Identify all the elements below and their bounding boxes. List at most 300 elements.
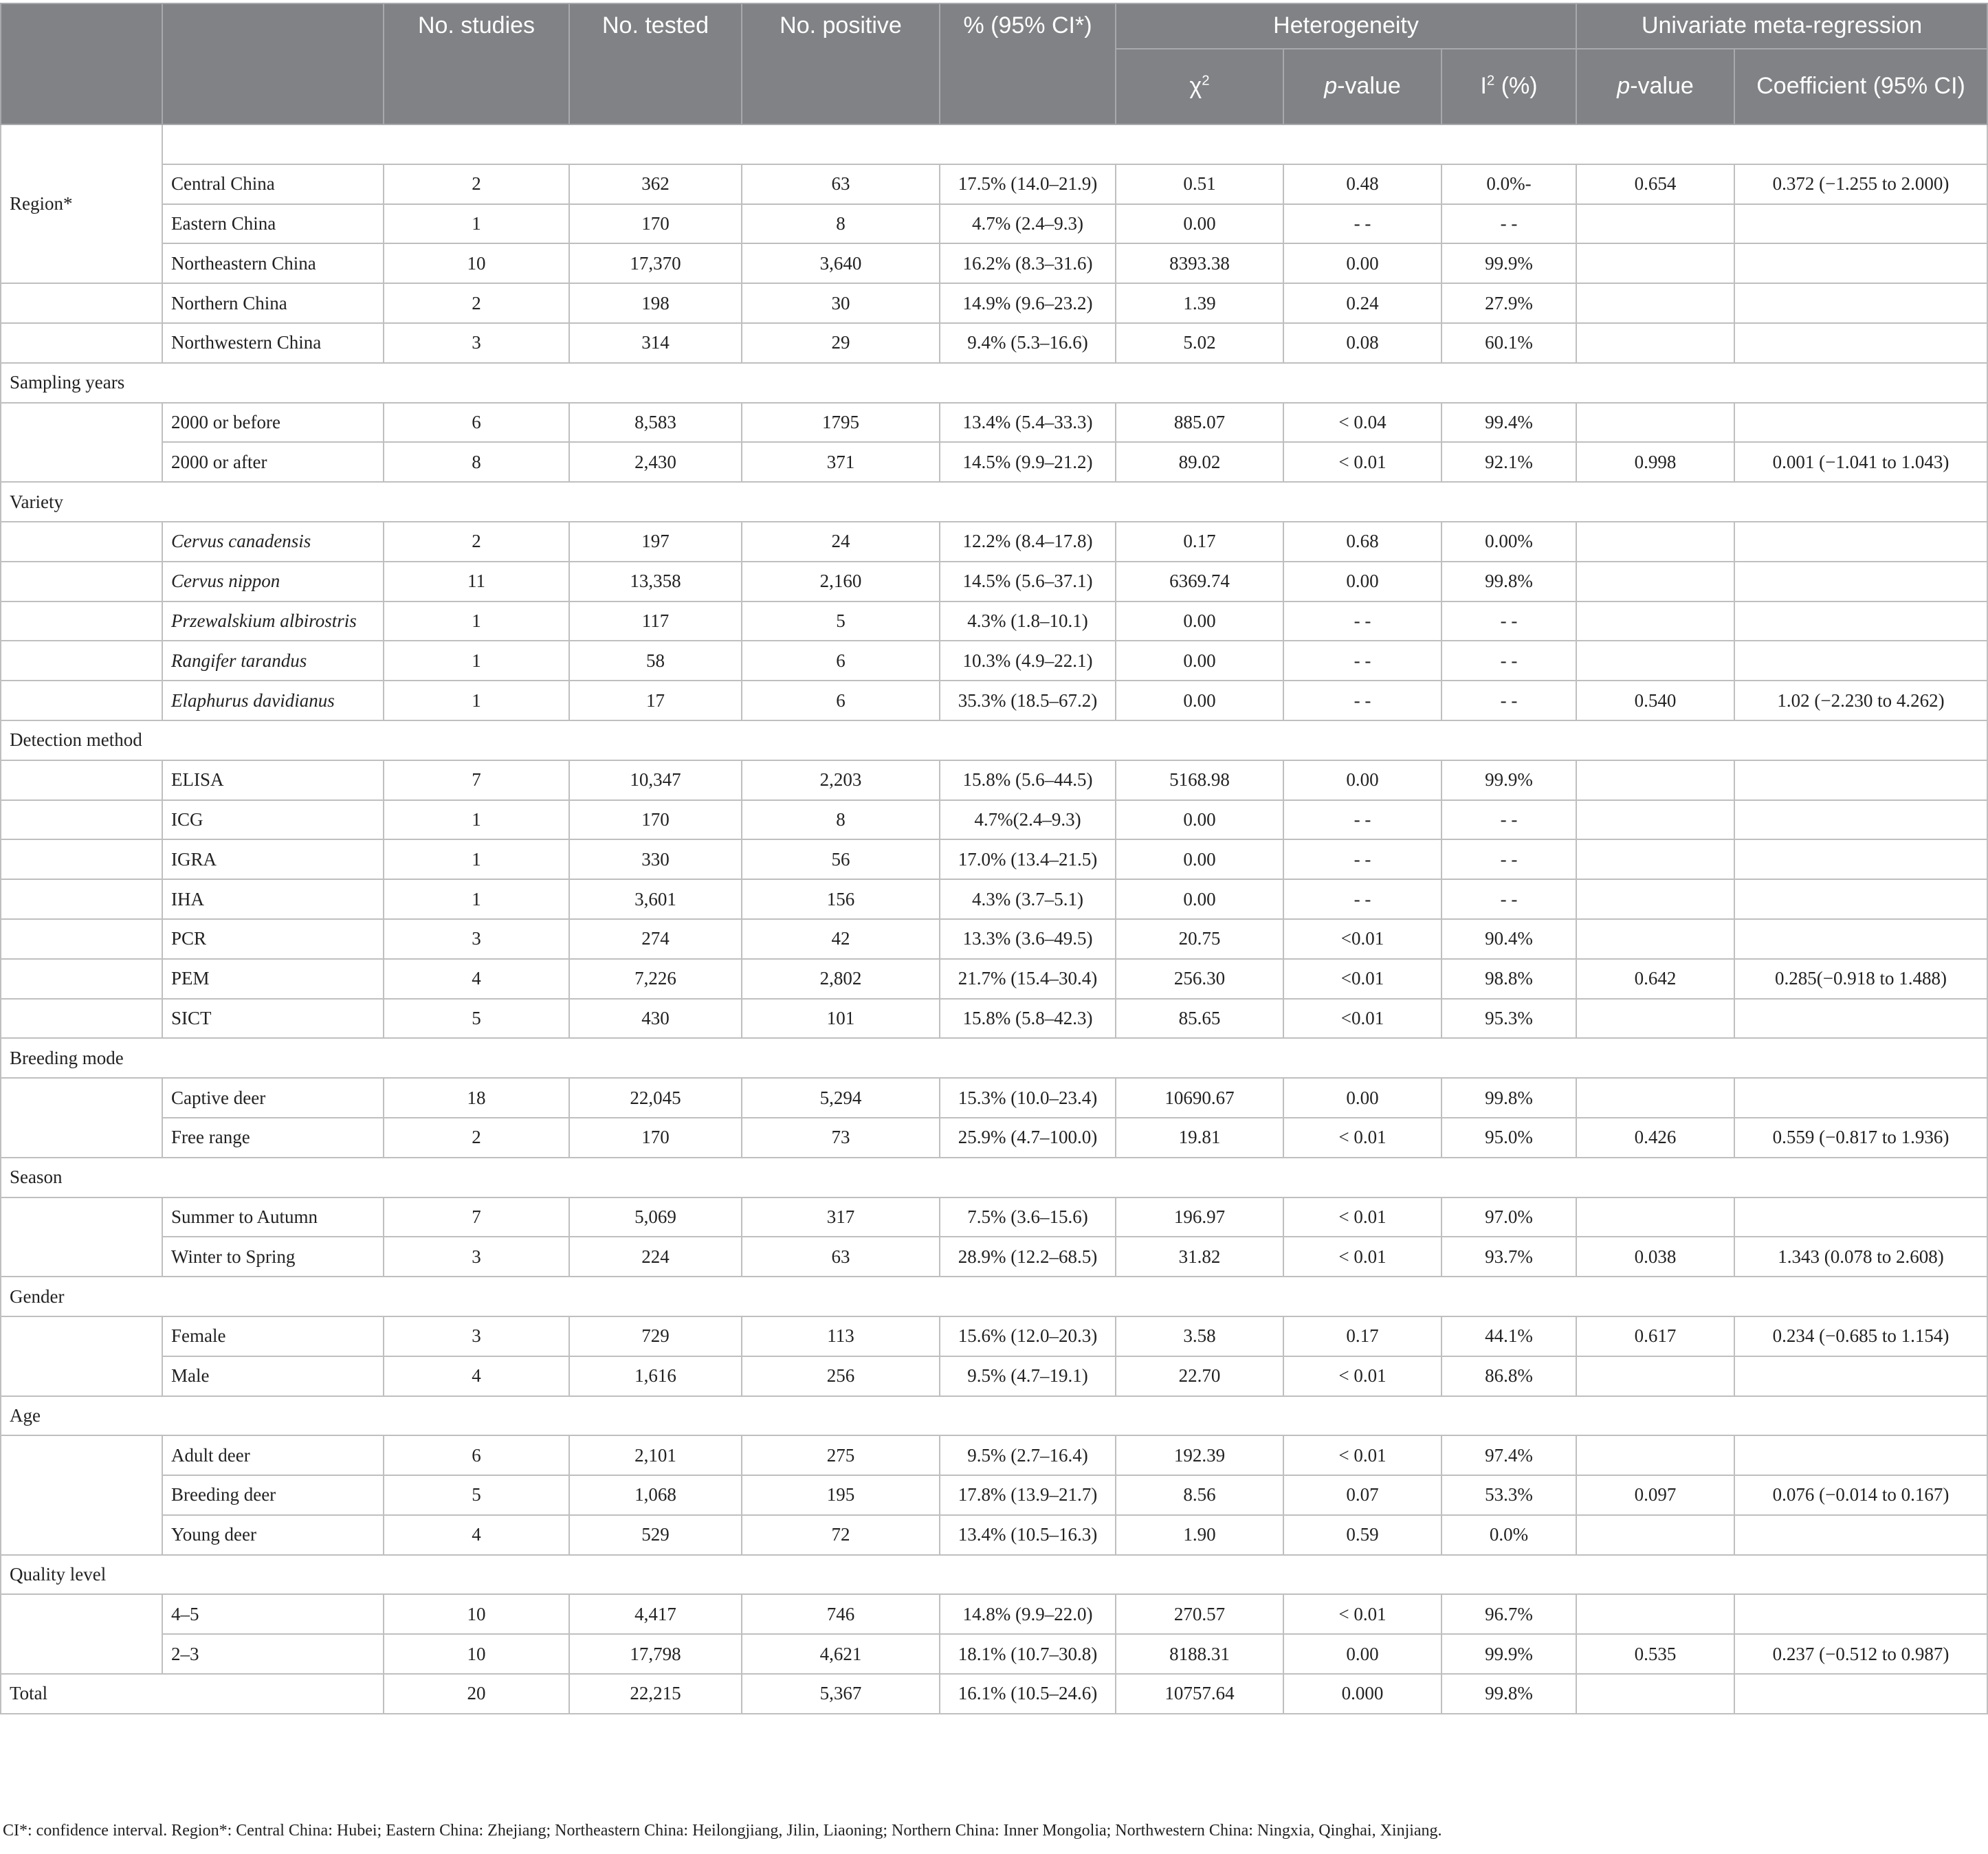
group-header-row: [1, 124, 1987, 164]
group-label: Breeding mode: [1, 1038, 1987, 1078]
coefficient-cell: 1.343 (0.078 to 2.608): [1734, 1237, 1987, 1277]
coefficient-cell: [1734, 800, 1987, 840]
group-header-row: [1, 1277, 1987, 1316]
header-blank-2: [162, 3, 384, 124]
coefficient-cell: [1734, 403, 1987, 443]
i-suffix: (%): [1494, 73, 1538, 100]
group-header-row: [1, 720, 1987, 760]
coefficient-cell: 0.285(−0.918 to 1.488): [1734, 959, 1987, 999]
coefficient-cell: [1734, 204, 1987, 244]
subgroup-name: 2000 or before: [162, 403, 384, 443]
mr-p-value-cell: [1576, 243, 1734, 283]
chi-square-cell: 0.00: [1116, 641, 1283, 681]
i-superscript: 2: [1486, 74, 1495, 89]
subgroup-name: SICT: [162, 999, 384, 1039]
mr-p-value-cell: [1576, 1594, 1734, 1634]
group-blank-cell: [1, 800, 162, 840]
coefficient-cell: [1734, 1435, 1987, 1475]
i-squared-cell: 98.8%: [1442, 959, 1576, 999]
tested-cell: 7,226: [569, 959, 742, 999]
studies-cell: 10: [384, 243, 569, 283]
subgroup-name: IGRA: [162, 839, 384, 879]
table-row: [1, 283, 1987, 323]
i-squared-cell: 96.7%: [1442, 1594, 1576, 1634]
studies-cell: 1: [384, 602, 569, 641]
positive-cell: 5: [742, 602, 940, 641]
subgroup-name: Young deer: [162, 1515, 384, 1555]
het-p-value-cell: 0.59: [1283, 1515, 1442, 1555]
studies-cell: 6: [384, 1435, 569, 1475]
subgroup-name: Eastern China: [162, 204, 384, 244]
tested-cell: 117: [569, 602, 742, 641]
group-blank-cell: [1, 959, 162, 999]
table-footnote: CI*: confidence interval. Region*: Central China: Hubei; Eastern China: Zhejiang; Northeastern China: Heilongjiang, Jilin, Liaoning; Northern China: Inner Mongolia; Northwestern China: Ningxia, Qinghai, Xinjiang.: [3, 1822, 1442, 1840]
het-p-value-cell: < 0.01: [1283, 1237, 1442, 1277]
group-label: Season: [1, 1158, 1987, 1198]
subgroup-name: Summer to Autumn: [162, 1198, 384, 1237]
positive-cell: 156: [742, 879, 940, 919]
positive-cell: 42: [742, 919, 940, 959]
prevalence-cell: 14.8% (9.9–22.0): [940, 1594, 1116, 1634]
studies-cell: 2: [384, 164, 569, 204]
positive-cell: 2,802: [742, 959, 940, 999]
chi-square-cell: 8.56: [1116, 1475, 1283, 1515]
studies-cell: 7: [384, 760, 569, 800]
coefficient-cell: 0.372 (−1.255 to 2.000): [1734, 164, 1987, 204]
group-header-row: [1, 1396, 1987, 1436]
het-p-value-cell: 0.00: [1283, 760, 1442, 800]
group-blank-cell: [1, 283, 162, 323]
tested-cell: 729: [569, 1316, 742, 1356]
p-letter: p: [1324, 73, 1338, 100]
subgroup-name: Winter to Spring: [162, 1237, 384, 1277]
positive-cell: 63: [742, 164, 940, 204]
studies-cell: 1: [384, 879, 569, 919]
studies-cell: 2: [384, 1118, 569, 1158]
studies-cell: 4: [384, 959, 569, 999]
prevalence-cell: 4.7%(2.4–9.3): [940, 800, 1116, 840]
header-coefficient: Coefficient (95% CI): [1734, 49, 1987, 124]
het-p-value-cell: 0.00: [1283, 243, 1442, 283]
prevalence-cell: 18.1% (10.7–30.8): [940, 1634, 1116, 1674]
studies-cell: 1: [384, 800, 569, 840]
table-row: [1, 919, 1987, 959]
tested-cell: 3,601: [569, 879, 742, 919]
tested-cell: 330: [569, 839, 742, 879]
studies-cell: 3: [384, 1237, 569, 1277]
group-header-row: [1, 363, 1987, 403]
positive-cell: 2,160: [742, 562, 940, 602]
chi-square-cell: 0.00: [1116, 800, 1283, 840]
positive-cell: 256: [742, 1356, 940, 1396]
table-row: [1, 204, 1987, 244]
table-row: [1, 999, 1987, 1039]
group-label: Detection method: [1, 720, 1987, 760]
i-squared-cell: 99.4%: [1442, 403, 1576, 443]
studies-cell: 18: [384, 1078, 569, 1118]
table-row: [1, 800, 1987, 840]
chi-square-cell: 0.00: [1116, 879, 1283, 919]
group-label: Age: [1, 1396, 1987, 1436]
subgroup-name: Female: [162, 1316, 384, 1356]
table-row: [1, 1594, 1987, 1634]
table-row: [1, 1515, 1987, 1555]
prevalence-cell: 9.5% (2.7–16.4): [940, 1435, 1116, 1475]
chi-square-cell: 20.75: [1116, 919, 1283, 959]
studies-cell: 2: [384, 283, 569, 323]
i-squared-cell: - -: [1442, 602, 1576, 641]
studies-cell: 3: [384, 919, 569, 959]
prevalence-cell: 9.4% (5.3–16.6): [940, 323, 1116, 363]
het-p-value-cell: <0.01: [1283, 919, 1442, 959]
studies-cell: 6: [384, 403, 569, 443]
mr-p-value-cell: [1576, 1356, 1734, 1396]
group-blank-cell: [1, 1435, 162, 1554]
subgroup-name: Adult deer: [162, 1435, 384, 1475]
coefficient-cell: [1734, 1356, 1987, 1396]
mr-p-value-cell: [1576, 760, 1734, 800]
tested-cell: 5,069: [569, 1198, 742, 1237]
mr-p-value-cell: [1576, 403, 1734, 443]
group-blank-cell: [1, 522, 162, 562]
tested-cell: 8,583: [569, 403, 742, 443]
group-label: Variety: [1, 482, 1987, 522]
chi-square-cell: 5.02: [1116, 323, 1283, 363]
mr-p-value-cell: 0.038: [1576, 1237, 1734, 1277]
header-percent-ci: % (95% CI*): [940, 3, 1116, 124]
het-p-value-cell: < 0.01: [1283, 1594, 1442, 1634]
i-squared-cell: - -: [1442, 839, 1576, 879]
het-p-value-cell: 0.48: [1283, 164, 1442, 204]
i-squared-cell: - -: [1442, 800, 1576, 840]
chi-square-cell: 270.57: [1116, 1594, 1283, 1634]
tested-cell: 170: [569, 1118, 742, 1158]
chi-square-cell: 5168.98: [1116, 760, 1283, 800]
studies-cell: 4: [384, 1515, 569, 1555]
het-p-value-cell: < 0.01: [1283, 1356, 1442, 1396]
chi-square-cell: 0.00: [1116, 602, 1283, 641]
group-blank-cell: [1, 879, 162, 919]
positive-cell: 72: [742, 1515, 940, 1555]
group-blank-cell: [1, 1316, 162, 1396]
mr-p-value-cell: [1576, 919, 1734, 959]
tested-cell: 17,370: [569, 243, 742, 283]
studies-cell: 3: [384, 323, 569, 363]
subgroup-name: Rangifer tarandus: [162, 641, 384, 681]
prevalence-cell: 17.8% (13.9–21.7): [940, 1475, 1116, 1515]
studies-cell: 10: [384, 1594, 569, 1634]
header-heterogeneity: Heterogeneity: [1116, 3, 1576, 49]
positive-cell: 63: [742, 1237, 940, 1277]
subgroup-name: 2–3: [162, 1634, 384, 1674]
i-squared-cell: 0.00%: [1442, 522, 1576, 562]
coefficient-cell: [1734, 323, 1987, 363]
table-row: [1, 164, 1987, 204]
coefficient-cell: 0.237 (−0.512 to 0.987): [1734, 1634, 1987, 1674]
table-row: [1, 1435, 1987, 1475]
het-p-value-cell: <0.01: [1283, 999, 1442, 1039]
header-i-squared: [1442, 49, 1576, 124]
prevalence-cell: 15.8% (5.6–44.5): [940, 760, 1116, 800]
chi-square-cell: 1.39: [1116, 283, 1283, 323]
positive-cell: 6: [742, 641, 940, 681]
subgroup-name: Cervus canadensis: [162, 522, 384, 562]
header-mr-p-value: [1576, 49, 1734, 124]
subgroup-name: Northeastern China: [162, 243, 384, 283]
group-blank-cell: [1, 839, 162, 879]
table-row: [1, 403, 1987, 443]
table-row: [1, 323, 1987, 363]
prevalence-cell: 4.7% (2.4–9.3): [940, 204, 1116, 244]
prevalence-cell: 7.5% (3.6–15.6): [940, 1198, 1116, 1237]
het-p-value-cell: - -: [1283, 602, 1442, 641]
studies-cell: 1: [384, 681, 569, 720]
prevalence-cell: 13.4% (10.5–16.3): [940, 1515, 1116, 1555]
header-no-tested: No. tested: [569, 3, 742, 124]
coefficient-cell: [1734, 1594, 1987, 1634]
p-suffix: -value: [1337, 73, 1401, 100]
tested-cell: 2,101: [569, 1435, 742, 1475]
tested-cell: 224: [569, 1237, 742, 1277]
subgroup-name: Przewalskium albirostris: [162, 602, 384, 641]
tested-cell: 170: [569, 800, 742, 840]
tested-cell: 58: [569, 641, 742, 681]
header-meta-regression: Univariate meta-regression: [1576, 3, 1987, 49]
chi-square-cell: 22.70: [1116, 1356, 1283, 1396]
chi-square-cell: 3.58: [1116, 1316, 1283, 1356]
mr-p-value-cell: [1576, 800, 1734, 840]
table-body: [1, 124, 1987, 1714]
mr-p-value-cell: 0.535: [1576, 1634, 1734, 1674]
subgroup-name: Northern China: [162, 283, 384, 323]
i-squared-cell: 44.1%: [1442, 1316, 1576, 1356]
group-blank-cell: [1, 323, 162, 363]
positive-cell: 746: [742, 1594, 940, 1634]
chi-square-cell: 6369.74: [1116, 562, 1283, 602]
table-row: [1, 602, 1987, 641]
subgroup-name: Male: [162, 1356, 384, 1396]
table-row: [1, 879, 1987, 919]
prevalence-cell: 15.3% (10.0–23.4): [940, 1078, 1116, 1118]
table-row: [1, 681, 1987, 720]
header-no-studies: No. studies: [384, 3, 569, 124]
group-blank-cell: [1, 1078, 162, 1158]
prevalence-cell: 15.8% (5.8–42.3): [940, 999, 1116, 1039]
positive-cell: 1795: [742, 403, 940, 443]
mr-p-value-cell: [1576, 839, 1734, 879]
mr-p-value-cell: 0.617: [1576, 1316, 1734, 1356]
positive-cell: 8: [742, 204, 940, 244]
prevalence-cell: 16.1% (10.5–24.6): [940, 1674, 1116, 1714]
het-p-value-cell: 0.00: [1283, 1634, 1442, 1674]
group-blank-cell: [1, 999, 162, 1039]
coefficient-cell: [1734, 919, 1987, 959]
chi-square-cell: 1.90: [1116, 1515, 1283, 1555]
group-label: Region*: [1, 124, 162, 283]
studies-cell: 7: [384, 1198, 569, 1237]
positive-cell: 4,621: [742, 1634, 940, 1674]
tested-cell: 1,616: [569, 1356, 742, 1396]
i-squared-cell: 86.8%: [1442, 1356, 1576, 1396]
het-p-value-cell: 0.000: [1283, 1674, 1442, 1714]
table-row: [1, 760, 1987, 800]
total-row: [1, 1674, 1987, 1714]
header-chi-square: [1116, 49, 1283, 124]
het-p-value-cell: 0.08: [1283, 323, 1442, 363]
mr-p-value-cell: [1576, 602, 1734, 641]
i-squared-cell: 93.7%: [1442, 1237, 1576, 1277]
mr-p-value-cell: [1576, 204, 1734, 244]
mr-p-value-cell: [1576, 283, 1734, 323]
positive-cell: 195: [742, 1475, 940, 1515]
subgroup-analysis-table: [0, 3, 1988, 1714]
table-row: [1, 1475, 1987, 1515]
group-header-row: [1, 1158, 1987, 1198]
i-squared-cell: 27.9%: [1442, 283, 1576, 323]
positive-cell: 73: [742, 1118, 940, 1158]
chi-square-cell: 0.00: [1116, 681, 1283, 720]
subgroup-name: IHA: [162, 879, 384, 919]
chi-square-cell: 256.30: [1116, 959, 1283, 999]
prevalence-cell: 35.3% (18.5–67.2): [940, 681, 1116, 720]
mr-p-value-cell: [1576, 522, 1734, 562]
coefficient-cell: [1734, 760, 1987, 800]
prevalence-cell: 9.5% (4.7–19.1): [940, 1356, 1116, 1396]
coefficient-cell: [1734, 1078, 1987, 1118]
prevalence-cell: 28.9% (12.2–68.5): [940, 1237, 1116, 1277]
positive-cell: 275: [742, 1435, 940, 1475]
tested-cell: 197: [569, 522, 742, 562]
group-blank-cell: [1, 681, 162, 720]
subgroup-name: ICG: [162, 800, 384, 840]
coefficient-cell: [1734, 1674, 1987, 1714]
positive-cell: 317: [742, 1198, 940, 1237]
i-squared-cell: 95.0%: [1442, 1118, 1576, 1158]
studies-cell: 8: [384, 442, 569, 482]
studies-cell: 5: [384, 1475, 569, 1515]
tested-cell: 4,417: [569, 1594, 742, 1634]
prevalence-cell: 21.7% (15.4–30.4): [940, 959, 1116, 999]
header-blank-1: [1, 3, 162, 124]
studies-cell: 4: [384, 1356, 569, 1396]
tested-cell: 430: [569, 999, 742, 1039]
positive-cell: 29: [742, 323, 940, 363]
studies-cell: 5: [384, 999, 569, 1039]
coefficient-cell: [1734, 522, 1987, 562]
subgroup-name: Breeding deer: [162, 1475, 384, 1515]
het-p-value-cell: - -: [1283, 839, 1442, 879]
het-p-value-cell: 0.17: [1283, 1316, 1442, 1356]
het-p-value-cell: 0.68: [1283, 522, 1442, 562]
tested-cell: 170: [569, 204, 742, 244]
coefficient-cell: 0.076 (−0.014 to 0.167): [1734, 1475, 1987, 1515]
prevalence-cell: 25.9% (4.7–100.0): [940, 1118, 1116, 1158]
studies-cell: 20: [384, 1674, 569, 1714]
prevalence-cell: 17.5% (14.0–21.9): [940, 164, 1116, 204]
table-row: [1, 1118, 1987, 1158]
chi-square-cell: 19.81: [1116, 1118, 1283, 1158]
i-squared-cell: 99.8%: [1442, 562, 1576, 602]
prevalence-cell: 13.3% (3.6–49.5): [940, 919, 1116, 959]
tested-cell: 22,045: [569, 1078, 742, 1118]
coefficient-cell: 0.001 (−1.041 to 1.043): [1734, 442, 1987, 482]
total-label: Total: [1, 1674, 384, 1714]
chi-square-cell: 85.65: [1116, 999, 1283, 1039]
table-row: [1, 1634, 1987, 1674]
i-squared-cell: 95.3%: [1442, 999, 1576, 1039]
coefficient-cell: [1734, 562, 1987, 602]
tested-cell: 22,215: [569, 1674, 742, 1714]
i-squared-cell: - -: [1442, 879, 1576, 919]
tested-cell: 198: [569, 283, 742, 323]
p-suffix: -value: [1630, 73, 1694, 100]
subgroup-name: Free range: [162, 1118, 384, 1158]
positive-cell: 56: [742, 839, 940, 879]
mr-p-value-cell: 0.642: [1576, 959, 1734, 999]
positive-cell: 5,294: [742, 1078, 940, 1118]
group-blank-cell: [1, 403, 162, 483]
i-squared-cell: - -: [1442, 681, 1576, 720]
het-p-value-cell: < 0.01: [1283, 442, 1442, 482]
mr-p-value-cell: [1576, 1515, 1734, 1555]
i-letter: I: [1480, 73, 1487, 100]
i-squared-cell: 97.4%: [1442, 1435, 1576, 1475]
i-squared-cell: 0.0%-: [1442, 164, 1576, 204]
chi-square-cell: 10757.64: [1116, 1674, 1283, 1714]
positive-cell: 101: [742, 999, 940, 1039]
i-squared-cell: 99.9%: [1442, 760, 1576, 800]
tested-cell: 362: [569, 164, 742, 204]
table-row: [1, 1237, 1987, 1277]
het-p-value-cell: - -: [1283, 641, 1442, 681]
coefficient-cell: 1.02 (−2.230 to 4.262): [1734, 681, 1987, 720]
group-label: Quality level: [1, 1555, 1987, 1595]
table-row: [1, 641, 1987, 681]
table-row: [1, 1316, 1987, 1356]
i-squared-cell: 0.0%: [1442, 1515, 1576, 1555]
chi-square-cell: 0.00: [1116, 204, 1283, 244]
group-blank-cell: [1, 562, 162, 602]
mr-p-value-cell: [1576, 999, 1734, 1039]
studies-cell: 2: [384, 522, 569, 562]
mr-p-value-cell: 0.097: [1576, 1475, 1734, 1515]
mr-p-value-cell: 0.654: [1576, 164, 1734, 204]
header-no-positive: No. positive: [742, 3, 940, 124]
het-p-value-cell: 0.24: [1283, 283, 1442, 323]
mr-p-value-cell: [1576, 562, 1734, 602]
coefficient-cell: [1734, 999, 1987, 1039]
prevalence-cell: 4.3% (3.7–5.1): [940, 879, 1116, 919]
prevalence-cell: 13.4% (5.4–33.3): [940, 403, 1116, 443]
i-squared-cell: 92.1%: [1442, 442, 1576, 482]
table-row: [1, 1198, 1987, 1237]
mr-p-value-cell: 0.540: [1576, 681, 1734, 720]
i-squared-cell: - -: [1442, 204, 1576, 244]
studies-cell: 1: [384, 641, 569, 681]
prevalence-cell: 10.3% (4.9–22.1): [940, 641, 1116, 681]
chi-symbol: χ: [1189, 73, 1202, 100]
prevalence-cell: 16.2% (8.3–31.6): [940, 243, 1116, 283]
mr-p-value-cell: [1576, 1198, 1734, 1237]
het-p-value-cell: - -: [1283, 681, 1442, 720]
het-p-value-cell: 0.00: [1283, 1078, 1442, 1118]
positive-cell: 30: [742, 283, 940, 323]
p-letter: p: [1617, 73, 1631, 100]
coefficient-cell: 0.234 (−0.685 to 1.154): [1734, 1316, 1987, 1356]
subgroup-name: PCR: [162, 919, 384, 959]
group-blank-cell: [1, 602, 162, 641]
chi-square-cell: 8393.38: [1116, 243, 1283, 283]
